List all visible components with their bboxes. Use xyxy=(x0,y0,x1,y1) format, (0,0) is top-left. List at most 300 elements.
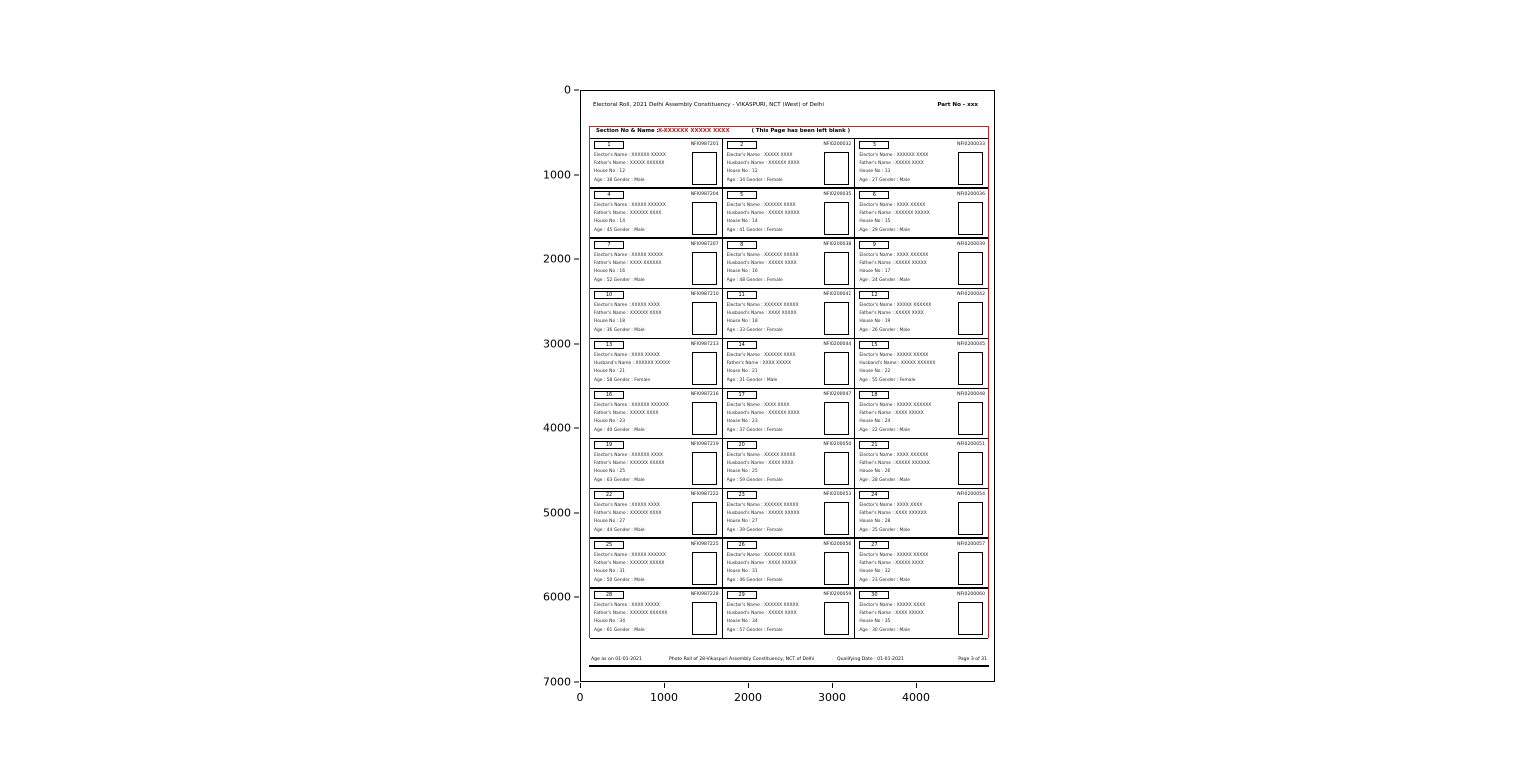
relation-name: Father's Name : XXXXX XXXX xyxy=(859,161,924,167)
elector-name: Elector's Name : XXXXX XXXXX xyxy=(594,253,663,258)
voter-card xyxy=(723,339,856,389)
serial-number-box: 29 xyxy=(727,591,757,599)
epic-number: NFI0987210 xyxy=(690,292,719,297)
serial-number-box: 15 xyxy=(859,341,889,349)
house-no: House No : 18 xyxy=(726,319,758,325)
voter-details xyxy=(594,152,688,185)
house-no: House No : 14 xyxy=(594,219,625,225)
relation-name: Husband's Name : XXXXX XXXXX xyxy=(726,511,800,517)
serial-number-box: 8 xyxy=(727,241,757,249)
x-tick-mark xyxy=(580,683,581,688)
relation-name: Father's Name : XXXX XXXXX xyxy=(859,611,924,617)
voter-details xyxy=(727,602,821,635)
elector-name: Elector's Name : XXXX XXXXXX xyxy=(859,453,929,458)
house-no: House No : 18 xyxy=(594,319,625,325)
y-tick-mark xyxy=(574,174,579,175)
house-no: House No : 25 xyxy=(726,469,758,475)
photo-box xyxy=(824,452,849,485)
voter-details xyxy=(594,302,688,335)
house-no: House No : 34 xyxy=(726,619,758,625)
photo-box xyxy=(692,252,717,285)
age-gender: Age : 46 Gender : Female xyxy=(726,577,783,583)
photo-box xyxy=(824,352,849,385)
age-gender: Age : 55 Gender : Female xyxy=(859,377,916,383)
photo-box xyxy=(692,352,717,385)
voter-card xyxy=(723,239,856,289)
voter-card xyxy=(723,389,856,439)
photo-box xyxy=(692,452,717,485)
age-gender: Age : 38 Gender : Male xyxy=(594,177,645,183)
photo-box xyxy=(958,502,983,535)
doc-footer xyxy=(589,657,989,665)
age-gender: Age : 39 Gender : Female xyxy=(726,527,783,533)
age-gender: Age : 28 Gender : Male xyxy=(859,477,910,483)
voter-details xyxy=(859,552,954,585)
serial-number-box: 6 xyxy=(859,191,889,199)
photo-box xyxy=(958,152,983,185)
house-no: House No : 14 xyxy=(726,219,758,225)
epic-number: NFI0200035 xyxy=(823,192,852,197)
voter-details xyxy=(859,252,954,285)
elector-name: Elector's Name : XXXXXX XXXXX xyxy=(594,153,666,158)
voter-card xyxy=(590,289,723,339)
age-gender: Age : 26 Gender : Male xyxy=(859,327,910,333)
voter-details xyxy=(859,202,954,235)
age-gender: Age : 57 Gender : Female xyxy=(726,627,783,633)
photo-box xyxy=(692,152,717,185)
elector-name: Elector's Name : XXXXX XXXXXX xyxy=(594,553,666,558)
elector-name: Elector's Name : XXXXXX XXXXXX xyxy=(594,403,669,408)
age-gender: Age : 58 Gender : Female xyxy=(594,377,651,383)
house-no: House No : 31 xyxy=(726,569,758,575)
section-label: Section No & Name : xyxy=(596,128,659,134)
relation-name: Husband's Name : XXXXX XXXXXX xyxy=(859,361,936,367)
x-tick-mark xyxy=(832,683,833,688)
section-note: ( This Page has been left blank ) xyxy=(751,128,851,134)
house-no: House No : 24 xyxy=(859,419,891,425)
serial-number-box: 12 xyxy=(859,291,889,299)
epic-number: NFI0200053 xyxy=(823,492,852,497)
voter-card xyxy=(723,439,856,489)
voter-details xyxy=(594,202,688,235)
epic-number: NFI0200057 xyxy=(957,542,985,547)
house-no: House No : 23 xyxy=(726,419,758,425)
voter-details xyxy=(727,452,821,485)
y-tick-mark xyxy=(574,597,579,598)
y-tick-label: 1000 xyxy=(543,168,571,182)
epic-number: NFI0200044 xyxy=(823,342,852,347)
house-no: House No : 25 xyxy=(594,469,625,475)
elector-name: Elector's Name : XXXXX XXXXXX xyxy=(859,403,932,408)
relation-name: Father's Name : XXXXX XXXX xyxy=(594,411,659,417)
serial-number-box: 18 xyxy=(859,391,889,399)
relation-name: Father's Name : XXXX XXXXXX xyxy=(859,511,927,517)
y-tick-label: 0 xyxy=(564,83,571,97)
house-no: House No : 21 xyxy=(594,369,625,375)
elector-name: Elector's Name : XXXXXX XXXX xyxy=(594,453,663,458)
y-tick-mark xyxy=(574,512,579,513)
serial-number-box: 24 xyxy=(859,491,889,499)
relation-name: Father's Name : XXXXX XXXXX xyxy=(859,261,927,267)
age-gender: Age : 63 Gender : Male xyxy=(594,477,645,483)
x-tick-mark xyxy=(916,683,917,688)
epic-number: NFI0200059 xyxy=(823,592,852,597)
elector-name: Elector's Name : XXXXXX XXXX xyxy=(726,203,796,208)
photo-box xyxy=(958,252,983,285)
relation-name: Father's Name : XXXXXX XXXX xyxy=(594,211,662,217)
serial-number-box: 4 xyxy=(594,191,624,199)
voter-details xyxy=(594,602,688,635)
epic-number: NFI0200051 xyxy=(957,442,985,447)
serial-number-box: 21 xyxy=(859,441,889,449)
voter-details xyxy=(859,602,954,635)
x-tick-label: 1000 xyxy=(650,691,678,704)
relation-name: Father's Name : XXXXX XXXXXX xyxy=(594,161,665,167)
section-value: X-XXXXXX XXXXX XXXX xyxy=(658,128,730,134)
age-gender: Age : 34 Gender : Female xyxy=(726,177,783,183)
y-tick-mark xyxy=(574,343,579,344)
footer-roll-title: Photo Roll of 28-Vikaspuri Assembly Constituency, NCT of Delhi xyxy=(669,657,815,662)
elector-name: Elector's Name : XXXX XXXXXX xyxy=(859,253,929,258)
epic-number: NFI0200048 xyxy=(957,392,985,397)
house-no: House No : 17 xyxy=(859,269,891,275)
serial-number-box: 5 xyxy=(727,191,757,199)
x-tick-label: 2000 xyxy=(734,691,762,704)
epic-number: NFI0200032 xyxy=(823,142,852,147)
age-gender: Age : 45 Gender : Male xyxy=(594,227,645,233)
voter-card xyxy=(855,539,988,589)
voter-details xyxy=(594,352,688,385)
relation-name: Father's Name : XXXXXX XXXX xyxy=(594,511,662,517)
voter-details xyxy=(859,402,954,435)
epic-number: NFI0200036 xyxy=(957,192,985,197)
serial-number-box: 25 xyxy=(594,541,624,549)
photo-box xyxy=(824,252,849,285)
epic-number: NFI0987201 xyxy=(690,142,719,147)
house-no: House No : 22 xyxy=(859,369,891,375)
elector-name: Elector's Name : XXXXX XXXX xyxy=(594,503,660,508)
relation-name: Father's Name : XXXX XXXXXX xyxy=(594,261,662,267)
relation-name: Father's Name : XXXXXX XXXXX xyxy=(859,211,930,217)
voter-details xyxy=(859,502,954,535)
serial-number-box: 7 xyxy=(594,241,624,249)
house-no: House No : 35 xyxy=(859,619,891,625)
house-no: House No : 13 xyxy=(859,169,891,175)
relation-name: Father's Name : XXXXX XXXXXX xyxy=(859,461,930,467)
plot-area xyxy=(580,90,995,682)
x-tick-mark xyxy=(664,683,665,688)
photo-box xyxy=(824,302,849,335)
voter-details xyxy=(594,452,688,485)
age-gender: Age : 44 Gender : Male xyxy=(594,527,645,533)
serial-number-box: 28 xyxy=(594,591,624,599)
relation-name: Father's Name : XXXXXX XXXXXX xyxy=(594,611,668,617)
voter-details xyxy=(727,552,821,585)
voter-details xyxy=(594,402,688,435)
elector-name: Elector's Name : XXXXX XXXXXX xyxy=(594,203,666,208)
elector-name: Elector's Name : XXXXX XXXX xyxy=(859,603,926,608)
elector-name: Elector's Name : XXXXX XXXX xyxy=(594,303,660,308)
voter-details xyxy=(859,152,954,185)
epic-number: NFI0200042 xyxy=(957,292,985,297)
epic-number: NFI0200054 xyxy=(957,492,985,497)
age-gender: Age : 50 Gender : Male xyxy=(594,577,645,583)
voter-card xyxy=(855,189,988,239)
epic-number: NFI0987207 xyxy=(690,242,719,247)
y-tick-label: 2000 xyxy=(543,252,571,266)
relation-name: Husband's Name : XXXXXX XXXXX xyxy=(594,361,671,367)
elector-name: Elector's Name : XXXXXX XXXX xyxy=(726,553,796,558)
relation-name: Father's Name : XXXXXX XXXXX xyxy=(594,561,665,567)
voter-card xyxy=(723,139,856,189)
voter-details xyxy=(727,302,821,335)
voter-card xyxy=(855,139,988,189)
epic-number: NFI0987222 xyxy=(690,492,719,497)
age-gender: Age : 41 Gender : Female xyxy=(726,227,783,233)
house-no: House No : 32 xyxy=(859,569,891,575)
elector-name: Elector's Name : XXXXX XXXXX xyxy=(859,353,929,358)
voter-details xyxy=(594,252,688,285)
photo-box xyxy=(824,202,849,235)
epic-number: NFI0200041 xyxy=(823,292,852,297)
voter-card xyxy=(590,389,723,439)
epic-number: NFI0987225 xyxy=(690,542,719,547)
y-tick-label: 4000 xyxy=(543,421,571,435)
y-tick-mark xyxy=(574,90,579,91)
photo-box xyxy=(692,602,717,635)
house-no: House No : 31 xyxy=(594,569,625,575)
serial-number-box: 3 xyxy=(859,141,889,149)
voter-details xyxy=(727,202,821,235)
relation-name: Husband's Name : XXXXX XXXX xyxy=(726,261,797,267)
relation-name: Father's Name : XXXX XXXXX xyxy=(859,411,924,417)
serial-number-box: 13 xyxy=(594,341,624,349)
serial-number-box: 11 xyxy=(727,291,757,299)
photo-box xyxy=(958,352,983,385)
section-row xyxy=(596,128,982,137)
voter-card xyxy=(855,589,988,639)
serial-number-box: 16 xyxy=(594,391,624,399)
voter-card xyxy=(590,139,723,189)
age-gender: Age : 61 Gender : Male xyxy=(594,627,645,633)
voter-details xyxy=(727,152,821,185)
voter-card xyxy=(590,539,723,589)
photo-box xyxy=(958,602,983,635)
relation-name: Husband's Name : XXXXX XXXX xyxy=(726,611,797,617)
voter-card xyxy=(590,339,723,389)
voter-card xyxy=(723,289,856,339)
footer-rule xyxy=(589,665,989,667)
relation-name: Husband's Name : XXXXXX XXXX xyxy=(726,411,800,417)
voter-card xyxy=(855,439,988,489)
footer-page-number: Page 3 of 31 xyxy=(958,657,987,662)
age-gender: Age : 27 Gender : Male xyxy=(859,177,910,183)
relation-name: Husband's Name : XXXXX XXXXX xyxy=(726,211,800,217)
serial-number-box: 9 xyxy=(859,241,889,249)
elector-name: Elector's Name : XXXX XXXXX xyxy=(594,603,660,608)
voter-card xyxy=(590,439,723,489)
epic-number: NFI0987219 xyxy=(690,442,719,447)
relation-name: Husband's Name : XXXXXX XXXX xyxy=(726,161,800,167)
elector-name: Elector's Name : XXXXXX XXXX xyxy=(726,353,796,358)
roll-section-frame xyxy=(589,126,989,638)
y-tick-label: 7000 xyxy=(543,675,571,689)
elector-name: Elector's Name : XXXXXX XXXXX xyxy=(726,303,799,308)
photo-box xyxy=(824,602,849,635)
epic-number: NFI0200056 xyxy=(823,542,852,547)
doc-part-no: Part No - xxx xyxy=(937,102,978,108)
voter-card xyxy=(723,589,856,639)
serial-number-box: 10 xyxy=(594,291,624,299)
age-gender: Age : 37 Gender : Female xyxy=(726,427,783,433)
elector-name: Elector's Name : XXXXX XXXX xyxy=(726,153,793,158)
age-gender: Age : 30 Gender : Male xyxy=(859,627,910,633)
cards-grid xyxy=(590,138,988,639)
elector-name: Elector's Name : XXXX XXXXX xyxy=(859,203,926,208)
y-tick-mark xyxy=(574,682,579,683)
relation-name: Father's Name : XXXX XXXXX xyxy=(726,361,792,367)
voter-card xyxy=(590,189,723,239)
y-tick-label: 5000 xyxy=(543,506,571,520)
age-gender: Age : 29 Gender : Male xyxy=(859,227,910,233)
voter-card xyxy=(855,289,988,339)
epic-number: NFI0200050 xyxy=(823,442,852,447)
epic-number: NFI0200039 xyxy=(957,242,985,247)
epic-number: NFI0200038 xyxy=(823,242,852,247)
y-tick-mark xyxy=(574,428,579,429)
serial-number-box: 22 xyxy=(594,491,624,499)
doc-title: Electoral Roll, 2021 Delhi Assembly Constituency - VIKASPURI, NCT (West) of Delhi xyxy=(593,102,824,108)
epic-number: NFI0987204 xyxy=(690,192,719,197)
voter-card xyxy=(855,239,988,289)
photo-box xyxy=(692,502,717,535)
house-no: House No : 19 xyxy=(859,319,891,325)
voter-card xyxy=(723,539,856,589)
relation-name: Husband's Name : XXXX XXXXX xyxy=(726,311,797,317)
elector-name: Elector's Name : XXXXXX XXXXX xyxy=(726,503,799,508)
epic-number: NFI0987228 xyxy=(690,592,719,597)
voter-details xyxy=(727,402,821,435)
house-no: House No : 34 xyxy=(594,619,625,625)
elector-name: Elector's Name : XXXXXX XXXX xyxy=(859,153,929,158)
epic-number: NFI0200060 xyxy=(957,592,985,597)
voter-details xyxy=(727,252,821,285)
photo-box xyxy=(692,302,717,335)
photo-box xyxy=(958,302,983,335)
x-tick-label: 3000 xyxy=(818,691,846,704)
voter-details xyxy=(859,452,954,485)
serial-number-box: 2 xyxy=(727,141,757,149)
photo-box xyxy=(958,402,983,435)
elector-name: Elector's Name : XXXXX XXXXX xyxy=(726,453,796,458)
y-tick-label: 6000 xyxy=(543,590,571,604)
serial-number-box: 17 xyxy=(727,391,757,399)
x-tick-label: 4000 xyxy=(902,691,930,704)
house-no: House No : 28 xyxy=(859,519,891,525)
voter-details xyxy=(727,352,821,385)
age-gender: Age : 33 Gender : Female xyxy=(726,327,783,333)
y-tick-label: 3000 xyxy=(543,337,571,351)
age-gender: Age : 23 Gender : Male xyxy=(859,577,910,583)
house-no: House No : 27 xyxy=(726,519,758,525)
voter-card xyxy=(723,489,856,539)
photo-box xyxy=(824,402,849,435)
voter-card xyxy=(590,239,723,289)
elector-name: Elector's Name : XXXX XXXX xyxy=(726,403,790,408)
relation-name: Father's Name : XXXXXX XXXXX xyxy=(594,461,665,467)
serial-number-box: 23 xyxy=(727,491,757,499)
elector-name: Elector's Name : XXXXXX XXXXX xyxy=(726,603,799,608)
elector-name: Elector's Name : XXXX XXXX xyxy=(859,503,923,508)
age-gender: Age : 59 Gender : Female xyxy=(726,477,783,483)
photo-box xyxy=(692,552,717,585)
age-gender: Age : 25 Gender : Male xyxy=(859,527,910,533)
age-gender: Age : 36 Gender : Male xyxy=(594,327,645,333)
voter-card xyxy=(723,189,856,239)
relation-name: Father's Name : XXXXXX XXXX xyxy=(594,311,662,317)
relation-name: Husband's Name : XXXX XXXXX xyxy=(726,561,797,567)
photo-box xyxy=(958,552,983,585)
serial-number-box: 1 xyxy=(594,141,624,149)
voter-details xyxy=(594,502,688,535)
footer-age-note: Age as on 01-01-2021 xyxy=(591,657,642,662)
photo-box xyxy=(692,202,717,235)
age-gender: Age : 40 Gender : Male xyxy=(594,427,645,433)
serial-number-box: 27 xyxy=(859,541,889,549)
epic-number: NFI0200033 xyxy=(957,142,985,147)
photo-box xyxy=(824,152,849,185)
voter-card xyxy=(855,339,988,389)
relation-name: Father's Name : XXXXX XXXX xyxy=(859,311,924,317)
elector-name: Elector's Name : XXXXX XXXXX xyxy=(859,553,929,558)
y-tick-mark xyxy=(574,259,579,260)
house-no: House No : 15 xyxy=(859,219,891,225)
age-gender: Age : 22 Gender : Male xyxy=(859,427,910,433)
epic-number: NFI0200047 xyxy=(823,392,852,397)
serial-number-box: 26 xyxy=(727,541,757,549)
elector-name: Elector's Name : XXXX XXXXX xyxy=(594,353,660,358)
epic-number: NFI0987216 xyxy=(690,392,719,397)
age-gender: Age : 24 Gender : Male xyxy=(859,277,910,283)
age-gender: Age : 31 Gender : Male xyxy=(726,377,778,383)
house-no: House No : 12 xyxy=(594,169,625,175)
photo-box xyxy=(692,402,717,435)
elector-name: Elector's Name : XXXXXX XXXXX xyxy=(726,253,799,258)
relation-name: Father's Name : XXXXX XXXX xyxy=(859,561,924,567)
epic-number: NFI0200045 xyxy=(957,342,985,347)
photo-box xyxy=(958,202,983,235)
elector-name: Elector's Name : XXXXX XXXXXX xyxy=(859,303,932,308)
house-no: House No : 12 xyxy=(726,169,758,175)
age-gender: Age : 48 Gender : Female xyxy=(726,277,783,283)
voter-details xyxy=(859,302,954,335)
voter-details xyxy=(859,352,954,385)
voter-card xyxy=(590,489,723,539)
epic-number: NFI0987213 xyxy=(690,342,719,347)
serial-number-box: 19 xyxy=(594,441,624,449)
house-no: House No : 21 xyxy=(726,369,758,375)
serial-number-box: 14 xyxy=(727,341,757,349)
footer-qualify-date: Qualifying Date : 01-01-2021 xyxy=(837,657,904,662)
x-tick-mark xyxy=(748,683,749,688)
voter-details xyxy=(594,552,688,585)
photo-box xyxy=(958,452,983,485)
house-no: House No : 16 xyxy=(594,269,625,275)
voter-card xyxy=(855,489,988,539)
voter-card xyxy=(855,389,988,439)
voter-details xyxy=(727,502,821,535)
photo-box xyxy=(824,502,849,535)
